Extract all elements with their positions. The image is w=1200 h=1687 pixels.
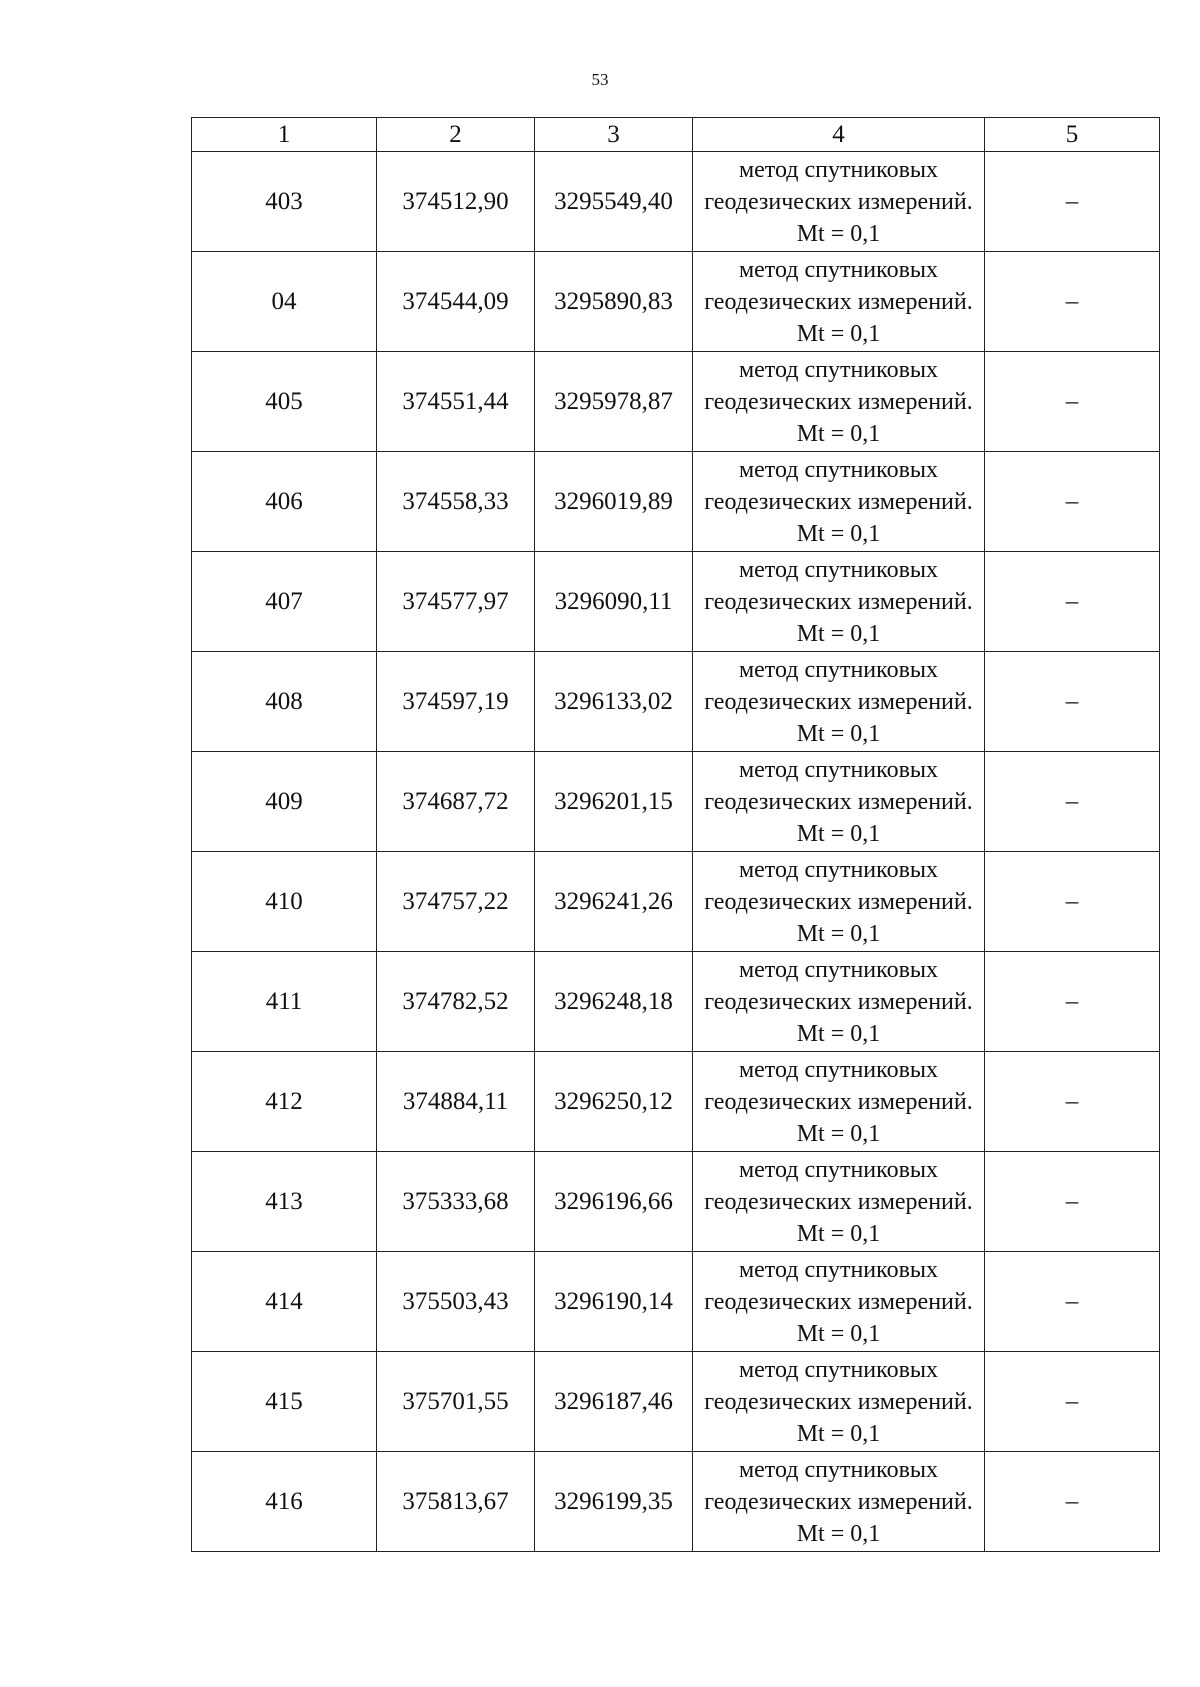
x-coordinate-cell: 374551,44 — [377, 352, 535, 452]
y-coordinate-cell: 3296190,14 — [535, 1252, 693, 1352]
y-coordinate-cell: 3296019,89 — [535, 452, 693, 552]
table-body — [192, 152, 1160, 1552]
method-cell: метод спутниковых геодезических измерений. Mt = 0,1 — [693, 1452, 985, 1552]
table-row — [192, 1052, 1160, 1152]
note-cell: – — [985, 952, 1160, 1052]
point-number-cell: 410 — [192, 852, 377, 952]
coordinates-table — [191, 117, 1160, 1552]
y-coordinate-cell: 3295549,40 — [535, 152, 693, 252]
note-cell: – — [985, 852, 1160, 952]
method-cell: метод спутниковых геодезических измерений. Mt = 0,1 — [693, 452, 985, 552]
x-coordinate-cell: 374597,19 — [377, 652, 535, 752]
point-number-cell: 412 — [192, 1052, 377, 1152]
y-coordinate-cell: 3296196,66 — [535, 1152, 693, 1252]
x-coordinate-cell: 375333,68 — [377, 1152, 535, 1252]
method-cell: метод спутниковых геодезических измерений. Mt = 0,1 — [693, 552, 985, 652]
y-coordinate-cell: 3296090,11 — [535, 552, 693, 652]
table-row — [192, 1452, 1160, 1552]
table-row — [192, 952, 1160, 1052]
x-coordinate-cell: 374577,97 — [377, 552, 535, 652]
note-cell: – — [985, 452, 1160, 552]
y-coordinate-cell: 3296250,12 — [535, 1052, 693, 1152]
note-cell: – — [985, 152, 1160, 252]
note-cell: – — [985, 652, 1160, 752]
table-row — [192, 352, 1160, 452]
x-coordinate-cell: 374757,22 — [377, 852, 535, 952]
method-cell: метод спутниковых геодезических измерений. Mt = 0,1 — [693, 852, 985, 952]
point-number-cell: 405 — [192, 352, 377, 452]
column-header-2: 2 — [377, 118, 535, 152]
method-cell: метод спутниковых геодезических измерений. Mt = 0,1 — [693, 1152, 985, 1252]
x-coordinate-cell: 374512,90 — [377, 152, 535, 252]
point-number-cell: 406 — [192, 452, 377, 552]
y-coordinate-cell: 3295978,87 — [535, 352, 693, 452]
y-coordinate-cell: 3296248,18 — [535, 952, 693, 1052]
note-cell: – — [985, 1352, 1160, 1452]
note-cell: – — [985, 1252, 1160, 1352]
x-coordinate-cell: 374558,33 — [377, 452, 535, 552]
page-number: 53 — [591, 70, 609, 89]
method-cell: метод спутниковых геодезических измерений. Mt = 0,1 — [693, 952, 985, 1052]
note-cell: – — [985, 552, 1160, 652]
table-row — [192, 1252, 1160, 1352]
method-cell: метод спутниковых геодезических измерений. Mt = 0,1 — [693, 1052, 985, 1152]
note-cell: – — [985, 752, 1160, 852]
table-row — [192, 1352, 1160, 1452]
note-cell: – — [985, 352, 1160, 452]
method-cell: метод спутниковых геодезических измерений. Mt = 0,1 — [693, 1252, 985, 1352]
table-row — [192, 1152, 1160, 1252]
y-coordinate-cell: 3296241,26 — [535, 852, 693, 952]
point-number-cell: 407 — [192, 552, 377, 652]
column-header-4: 4 — [693, 118, 985, 152]
table-row — [192, 652, 1160, 752]
x-coordinate-cell: 374782,52 — [377, 952, 535, 1052]
point-number-cell: 408 — [192, 652, 377, 752]
x-coordinate-cell: 374884,11 — [377, 1052, 535, 1152]
method-cell: метод спутниковых геодезических измерений. Mt = 0,1 — [693, 652, 985, 752]
x-coordinate-cell: 375813,67 — [377, 1452, 535, 1552]
column-header-3: 3 — [535, 118, 693, 152]
table-row — [192, 552, 1160, 652]
note-cell: – — [985, 252, 1160, 352]
point-number-cell: 414 — [192, 1252, 377, 1352]
x-coordinate-cell: 375503,43 — [377, 1252, 535, 1352]
method-cell: метод спутниковых геодезических измерений. Mt = 0,1 — [693, 1352, 985, 1452]
point-number-cell: 403 — [192, 152, 377, 252]
note-cell: – — [985, 1052, 1160, 1152]
y-coordinate-cell: 3296133,02 — [535, 652, 693, 752]
point-number-cell: 409 — [192, 752, 377, 852]
point-number-cell: 04 — [192, 252, 377, 352]
column-header-5: 5 — [985, 118, 1160, 152]
x-coordinate-cell: 375701,55 — [377, 1352, 535, 1452]
y-coordinate-cell: 3296199,35 — [535, 1452, 693, 1552]
point-number-cell: 411 — [192, 952, 377, 1052]
table-row — [192, 152, 1160, 252]
point-number-cell: 416 — [192, 1452, 377, 1552]
note-cell: – — [985, 1152, 1160, 1252]
method-cell: метод спутниковых геодезических измерений. Mt = 0,1 — [693, 752, 985, 852]
method-cell: метод спутниковых геодезических измерений. Mt = 0,1 — [693, 352, 985, 452]
method-cell: метод спутниковых геодезических измерений. Mt = 0,1 — [693, 152, 985, 252]
y-coordinate-cell: 3296201,15 — [535, 752, 693, 852]
table-row — [192, 252, 1160, 352]
note-cell: – — [985, 1452, 1160, 1552]
y-coordinate-cell: 3296187,46 — [535, 1352, 693, 1452]
method-cell: метод спутниковых геодезических измерений. Mt = 0,1 — [693, 252, 985, 352]
point-number-cell: 413 — [192, 1152, 377, 1252]
table-row — [192, 452, 1160, 552]
point-number-cell: 415 — [192, 1352, 377, 1452]
column-header-1: 1 — [192, 118, 377, 152]
x-coordinate-cell: 374687,72 — [377, 752, 535, 852]
y-coordinate-cell: 3295890,83 — [535, 252, 693, 352]
x-coordinate-cell: 374544,09 — [377, 252, 535, 352]
table-row — [192, 752, 1160, 852]
table-header-row — [192, 118, 1160, 152]
table-row — [192, 852, 1160, 952]
